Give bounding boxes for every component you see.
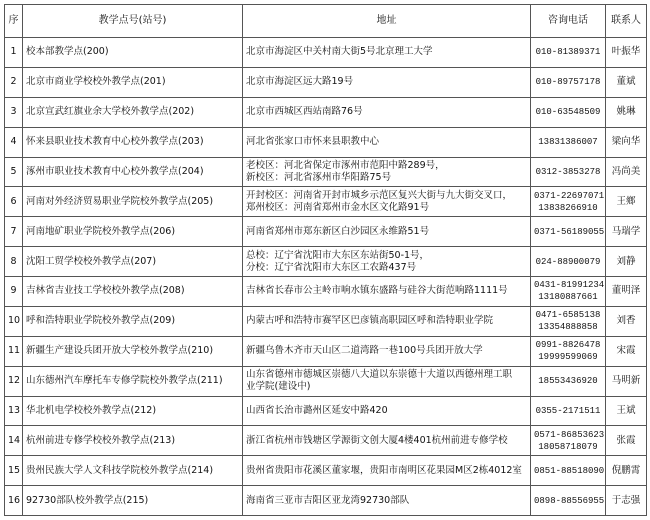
phone-number: 010-63548509 xyxy=(535,107,601,118)
table-row xyxy=(5,277,647,307)
row-address xyxy=(243,426,531,456)
row-teaching-point: 贵州民族大学人文科技学院校外教学点(214) xyxy=(23,456,243,486)
row-contact-person: 董斌 xyxy=(606,67,647,97)
table-row xyxy=(5,336,647,366)
address-line: 河北省张家口市怀来县职教中心 xyxy=(246,136,380,148)
row-phone xyxy=(531,336,606,366)
row-seq: 15 xyxy=(5,456,23,486)
row-seq: 16 xyxy=(5,486,23,516)
row-contact-person: 冯尚美 xyxy=(606,157,647,187)
row-phone xyxy=(531,187,606,217)
row-phone xyxy=(531,456,606,486)
phone-number: 010-81389371 xyxy=(535,47,601,58)
phone-number: 13354888858 xyxy=(538,322,598,333)
row-phone xyxy=(531,97,606,127)
row-teaching-point: 沈阳工贸学校校外教学点(207) xyxy=(23,247,243,277)
row-phone xyxy=(531,306,606,336)
row-teaching-point: 杭州前进专修学校校外教学点(213) xyxy=(23,426,243,456)
address-line: 郑州校区：河南省郑州市金水区文化路91号 xyxy=(246,201,430,213)
table-row xyxy=(5,127,647,157)
row-contact-person: 董明泽 xyxy=(606,277,647,307)
row-teaching-point: 怀来县职业技术教育中心校外教学点(203) xyxy=(23,127,243,157)
address-line: 北京市海淀区远大路19号 xyxy=(246,76,354,88)
table-row xyxy=(5,306,647,336)
row-address xyxy=(243,217,531,247)
phone-number: 13180887661 xyxy=(538,292,598,303)
phone-number: 19999599069 xyxy=(538,352,598,363)
row-contact-person: 马明新 xyxy=(606,366,647,396)
row-address xyxy=(243,67,531,97)
row-seq: 1 xyxy=(5,38,23,68)
row-teaching-point: 北京宣武红旗业余大学校外教学点(202) xyxy=(23,97,243,127)
address-line: 山东省德州市德城区崇德八大道以东崇德十大道以西德州理工职 xyxy=(246,369,513,381)
table-row xyxy=(5,187,647,217)
row-teaching-point: 北京市商业学校校外教学点(201) xyxy=(23,67,243,97)
row-contact-person: 叶振华 xyxy=(606,38,647,68)
row-teaching-point: 吉林省吉业技工学校校外教学点(208) xyxy=(23,277,243,307)
row-teaching-point: 校本部教学点(200) xyxy=(23,38,243,68)
address-line: 北京市海淀区中关村南大街5号北京理工大学 xyxy=(246,46,433,58)
address-line: 新疆乌鲁木齐市天山区二道湾路一巷100号兵团开放大学 xyxy=(246,345,483,357)
row-contact-person: 张霞 xyxy=(606,426,647,456)
address-line: 老校区：河北省保定市涿州市范阳中路289号， xyxy=(246,159,445,171)
row-seq: 9 xyxy=(5,277,23,307)
address-line: 分校：辽宁省沈阳市大东区工农路437号 xyxy=(246,261,417,273)
row-contact-person: 姚琳 xyxy=(606,97,647,127)
address-line: 山西省长治市潞州区延安中路420 xyxy=(246,404,388,416)
teaching-points-table xyxy=(4,4,647,516)
row-phone xyxy=(531,396,606,426)
row-phone xyxy=(531,486,606,516)
row-address xyxy=(243,277,531,307)
phone-number: 0471-6585138 xyxy=(535,310,601,321)
row-address xyxy=(243,38,531,68)
row-contact-person: 刘香 xyxy=(606,306,647,336)
row-seq: 6 xyxy=(5,187,23,217)
row-address xyxy=(243,396,531,426)
table-row xyxy=(5,97,647,127)
row-seq: 14 xyxy=(5,426,23,456)
table-row xyxy=(5,217,647,247)
phone-number: 18058718079 xyxy=(538,441,598,452)
address-line: 总校：辽宁省沈阳市大东区东站街50-1号， xyxy=(246,249,430,261)
table-row xyxy=(5,486,647,516)
row-contact-person: 马瑞学 xyxy=(606,217,647,247)
address-line: 浙江省杭州市钱塘区学源街文创大厦4楼401杭州前进专修学校 xyxy=(246,434,508,446)
row-seq: 12 xyxy=(5,366,23,396)
phone-number: 0991-8826478 xyxy=(535,340,601,351)
row-phone xyxy=(531,157,606,187)
address-line: 开封校区：河南省开封市城乡示范区复兴大街与九大街交叉口， xyxy=(246,189,513,201)
row-seq: 13 xyxy=(5,396,23,426)
address-line: 贵州省贵阳市花溪区董家堰，贵阳市南明区花果园M区2栋4012室 xyxy=(246,464,522,476)
row-address xyxy=(243,247,531,277)
header-address: 地址 xyxy=(243,5,531,38)
row-teaching-point: 92730部队校外教学点(215) xyxy=(23,486,243,516)
row-seq: 8 xyxy=(5,247,23,277)
row-address xyxy=(243,187,531,217)
header-name: 教学点号(站号) xyxy=(23,5,243,38)
row-phone xyxy=(531,38,606,68)
row-address xyxy=(243,306,531,336)
row-contact-person: 刘静 xyxy=(606,247,647,277)
table-header-row xyxy=(5,5,647,38)
row-seq: 3 xyxy=(5,97,23,127)
row-teaching-point: 新疆生产建设兵团开放大学校外教学点(210) xyxy=(23,336,243,366)
row-address xyxy=(243,127,531,157)
row-address xyxy=(243,336,531,366)
address-line: 新校区：河北省涿州市华阳路75号 xyxy=(246,171,392,183)
phone-number: 010-89757178 xyxy=(535,77,601,88)
row-contact-person: 于志强 xyxy=(606,486,647,516)
row-phone xyxy=(531,426,606,456)
row-address xyxy=(243,97,531,127)
row-seq: 11 xyxy=(5,336,23,366)
table-row xyxy=(5,157,647,187)
row-address xyxy=(243,157,531,187)
address-line: 内蒙古呼和浩特市赛罕区巴彦镇高职园区呼和浩特职业学院 xyxy=(246,315,494,327)
phone-number: 18553436920 xyxy=(538,376,598,387)
table-body xyxy=(5,38,647,516)
phone-number: 0355-2171511 xyxy=(535,405,601,416)
row-contact-person: 宋霞 xyxy=(606,336,647,366)
address-line: 河南省郑州市郑东新区白沙园区永维路51号 xyxy=(246,225,430,237)
row-address xyxy=(243,366,531,396)
row-teaching-point: 涿州市职业技术教育中心校外教学点(204) xyxy=(23,157,243,187)
row-teaching-point: 呼和浩特职业学院校外教学点(209) xyxy=(23,306,243,336)
row-phone xyxy=(531,127,606,157)
phone-number: 0371-56189055 xyxy=(534,226,605,237)
address-line: 业学院(建设中) xyxy=(246,381,311,393)
row-address xyxy=(243,456,531,486)
row-contact-person: 倪鹏霄 xyxy=(606,456,647,486)
row-contact-person: 王斌 xyxy=(606,396,647,426)
address-line: 海南省三亚市吉阳区亚龙湾92730部队 xyxy=(246,494,410,506)
table-row xyxy=(5,67,647,97)
table-row xyxy=(5,366,647,396)
header-contact: 联系人 xyxy=(606,5,647,38)
table-row xyxy=(5,426,647,456)
row-phone xyxy=(531,247,606,277)
row-teaching-point: 河南对外经济贸易职业学院校外教学点(205) xyxy=(23,187,243,217)
row-phone xyxy=(531,217,606,247)
row-seq: 4 xyxy=(5,127,23,157)
header-phone: 咨询电话 xyxy=(531,5,606,38)
table-row xyxy=(5,38,647,68)
phone-number: 13831386007 xyxy=(538,137,598,148)
row-teaching-point: 山东德州汽车摩托车专修学院校外教学点(211) xyxy=(23,366,243,396)
row-teaching-point: 河南地矿职业学院校外教学点(206) xyxy=(23,217,243,247)
row-teaching-point: 华北机电学校校外教学点(212) xyxy=(23,396,243,426)
row-phone xyxy=(531,67,606,97)
row-contact-person: 王鄉 xyxy=(606,187,647,217)
row-address xyxy=(243,486,531,516)
row-contact-person: 梁向华 xyxy=(606,127,647,157)
row-phone xyxy=(531,277,606,307)
header-seq: 序 xyxy=(5,5,23,38)
row-seq: 5 xyxy=(5,157,23,187)
table-row xyxy=(5,456,647,486)
phone-number: 0371-22697071 xyxy=(534,190,605,201)
phone-number: 0571-86853623 xyxy=(534,429,605,440)
address-line: 吉林省长春市公主岭市响水镇东盛路与硅谷大街范响路1111号 xyxy=(246,285,508,297)
phone-number: 13838266910 xyxy=(538,202,598,213)
table-row xyxy=(5,396,647,426)
row-seq: 7 xyxy=(5,217,23,247)
row-seq: 10 xyxy=(5,306,23,336)
table-row xyxy=(5,247,647,277)
phone-number: 0431-81991234 xyxy=(534,280,605,291)
phone-number: 0898-88556955 xyxy=(534,495,605,506)
phone-number: 0312-3853278 xyxy=(535,166,601,177)
row-seq: 2 xyxy=(5,67,23,97)
phone-number: 0851-88518090 xyxy=(534,465,605,476)
address-line: 北京市西城区西站南路76号 xyxy=(246,106,363,118)
phone-number: 024-88900079 xyxy=(535,256,601,267)
row-phone xyxy=(531,366,606,396)
